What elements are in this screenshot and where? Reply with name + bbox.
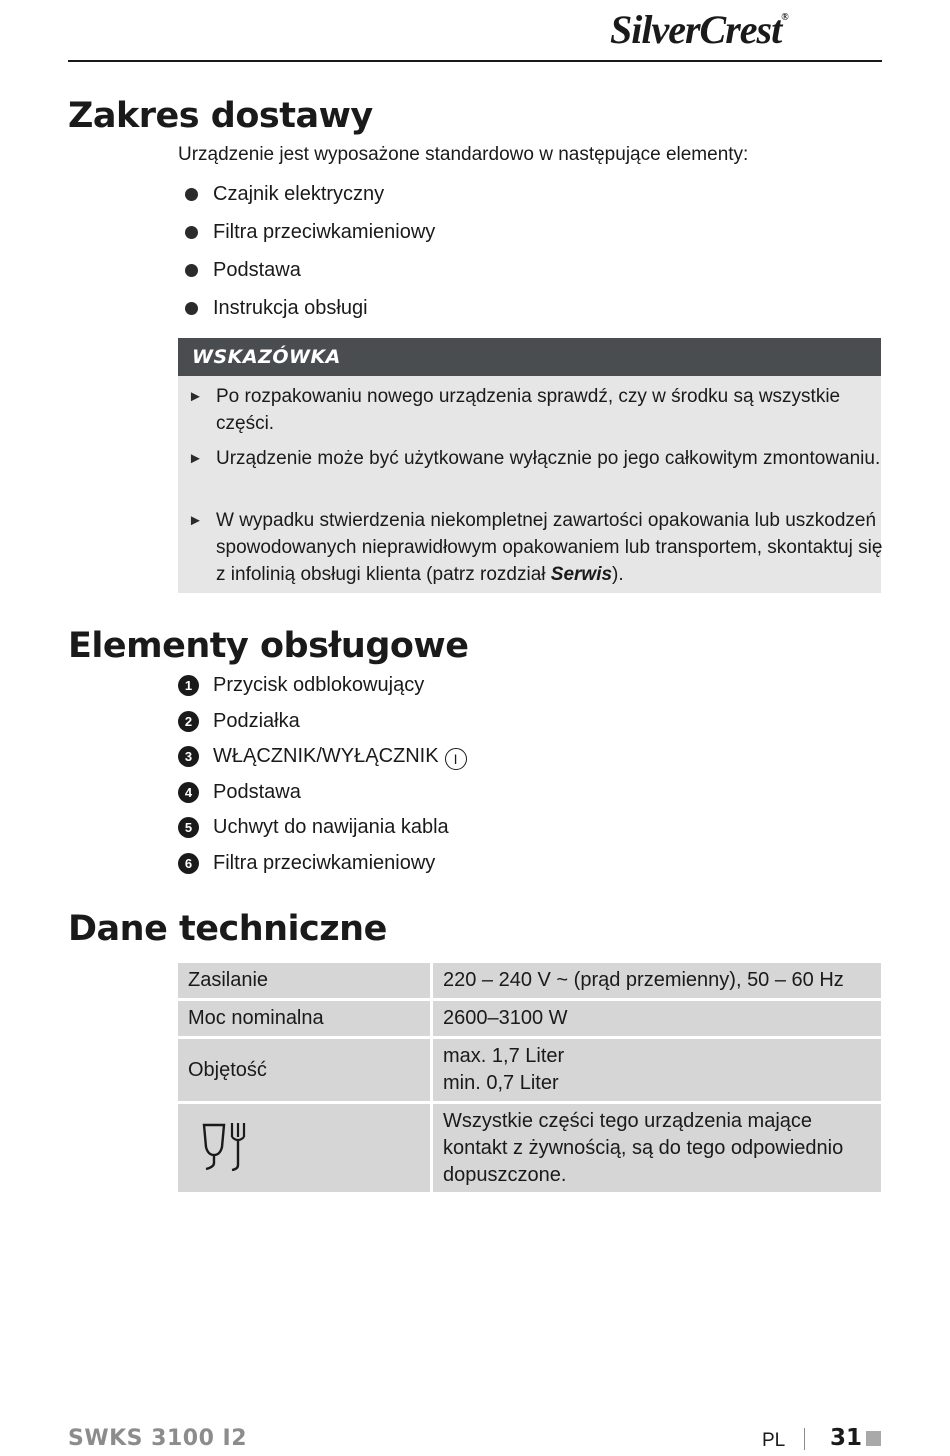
arrow-right-icon: ► — [188, 512, 203, 529]
page-number: 31 — [830, 1425, 863, 1451]
number-badge: 3 — [178, 746, 199, 767]
number-badge: 6 — [178, 853, 199, 874]
brand-name: SilverCrest — [610, 7, 782, 52]
square-icon — [866, 1431, 881, 1446]
number-badge: 5 — [178, 817, 199, 838]
controls-list — [178, 672, 467, 885]
controls-title: Elementy obsługowe — [68, 626, 469, 666]
note-box — [178, 338, 881, 593]
list-item: Czajnik elektryczny — [185, 182, 435, 220]
model-number: SWKS 3100 I2 — [68, 1426, 248, 1451]
scope-intro: Urządzenie jest wyposażone standardowo w następujące elementy: — [178, 144, 749, 165]
list-item: 3 WŁĄCZNIK/WYŁĄCZNIK I — [178, 743, 467, 779]
number-badge: 1 — [178, 675, 199, 696]
power-icon: I — [445, 748, 467, 770]
number-badge: 2 — [178, 711, 199, 732]
food-safe-icon — [200, 1117, 252, 1173]
spec-value: Wszystkie części tego urządzenia mające kontakt z żywnością, są do tego odpowiednio dopuszczone. — [433, 1104, 881, 1192]
spec-label — [178, 1104, 433, 1192]
note-item: ► Urządzenie może być użytkowane wyłącznie po jego całkowitym zmontowaniu. — [188, 445, 896, 472]
header-rule — [68, 60, 882, 62]
table-row — [178, 1001, 881, 1036]
list-item: 5 Uchwyt do nawijania kabla — [178, 814, 467, 850]
note-item: ► Po rozpakowaniu nowego urządzenia sprawdź, czy w środku są wszystkie części. — [188, 383, 896, 437]
list-item: 1 Przycisk odblokowujący — [178, 672, 467, 708]
brand-logo — [610, 6, 882, 52]
note-item: ► W wypadku stwierdzenia niekompletnej zawartości opakowania lub uszkodzeń spowodowanych nieprawidłowym opakowaniem lub transportem, skontaktuj się z infolinią obsługi klienta (patrz rozdział Serwis). — [188, 507, 896, 588]
bullet-icon — [185, 226, 198, 239]
language-code: PL — [762, 1430, 786, 1451]
service-reference: Serwis — [550, 564, 613, 585]
list-item: 2 Podziałka — [178, 708, 467, 744]
registered-mark: ® — [781, 12, 788, 23]
note-heading: WSKAZÓWKA — [178, 338, 881, 376]
spec-value: max. 1,7 Liter min. 0,7 Liter — [433, 1039, 881, 1101]
spec-value: 220 – 240 V ~ (prąd przemienny), 50 – 60 Hz — [433, 963, 881, 998]
tech-title: Dane techniczne — [68, 909, 387, 949]
table-row — [178, 1104, 881, 1192]
list-item: 6 Filtra przeciwkamieniowy — [178, 850, 467, 886]
bullet-icon — [185, 188, 198, 201]
scope-list — [185, 182, 435, 334]
spec-label: Zasilanie — [178, 963, 433, 998]
spec-value: 2600–3100 W — [433, 1001, 881, 1036]
spec-table — [178, 960, 881, 1195]
list-item: Podstawa — [185, 258, 435, 296]
list-item: Filtra przeciwkamieniowy — [185, 220, 435, 258]
arrow-right-icon: ► — [188, 450, 203, 467]
list-item: 4 Podstawa — [178, 779, 467, 815]
arrow-right-icon: ► — [188, 388, 203, 405]
number-badge: 4 — [178, 782, 199, 803]
table-row — [178, 1039, 881, 1101]
spec-label: Objętość — [178, 1039, 433, 1101]
bullet-icon — [185, 264, 198, 277]
list-item: Instrukcja obsługi — [185, 296, 435, 334]
bullet-icon — [185, 302, 198, 315]
table-row — [178, 963, 881, 998]
footer-divider — [804, 1428, 805, 1450]
scope-title: Zakres dostawy — [68, 96, 373, 136]
spec-label: Moc nominalna — [178, 1001, 433, 1036]
